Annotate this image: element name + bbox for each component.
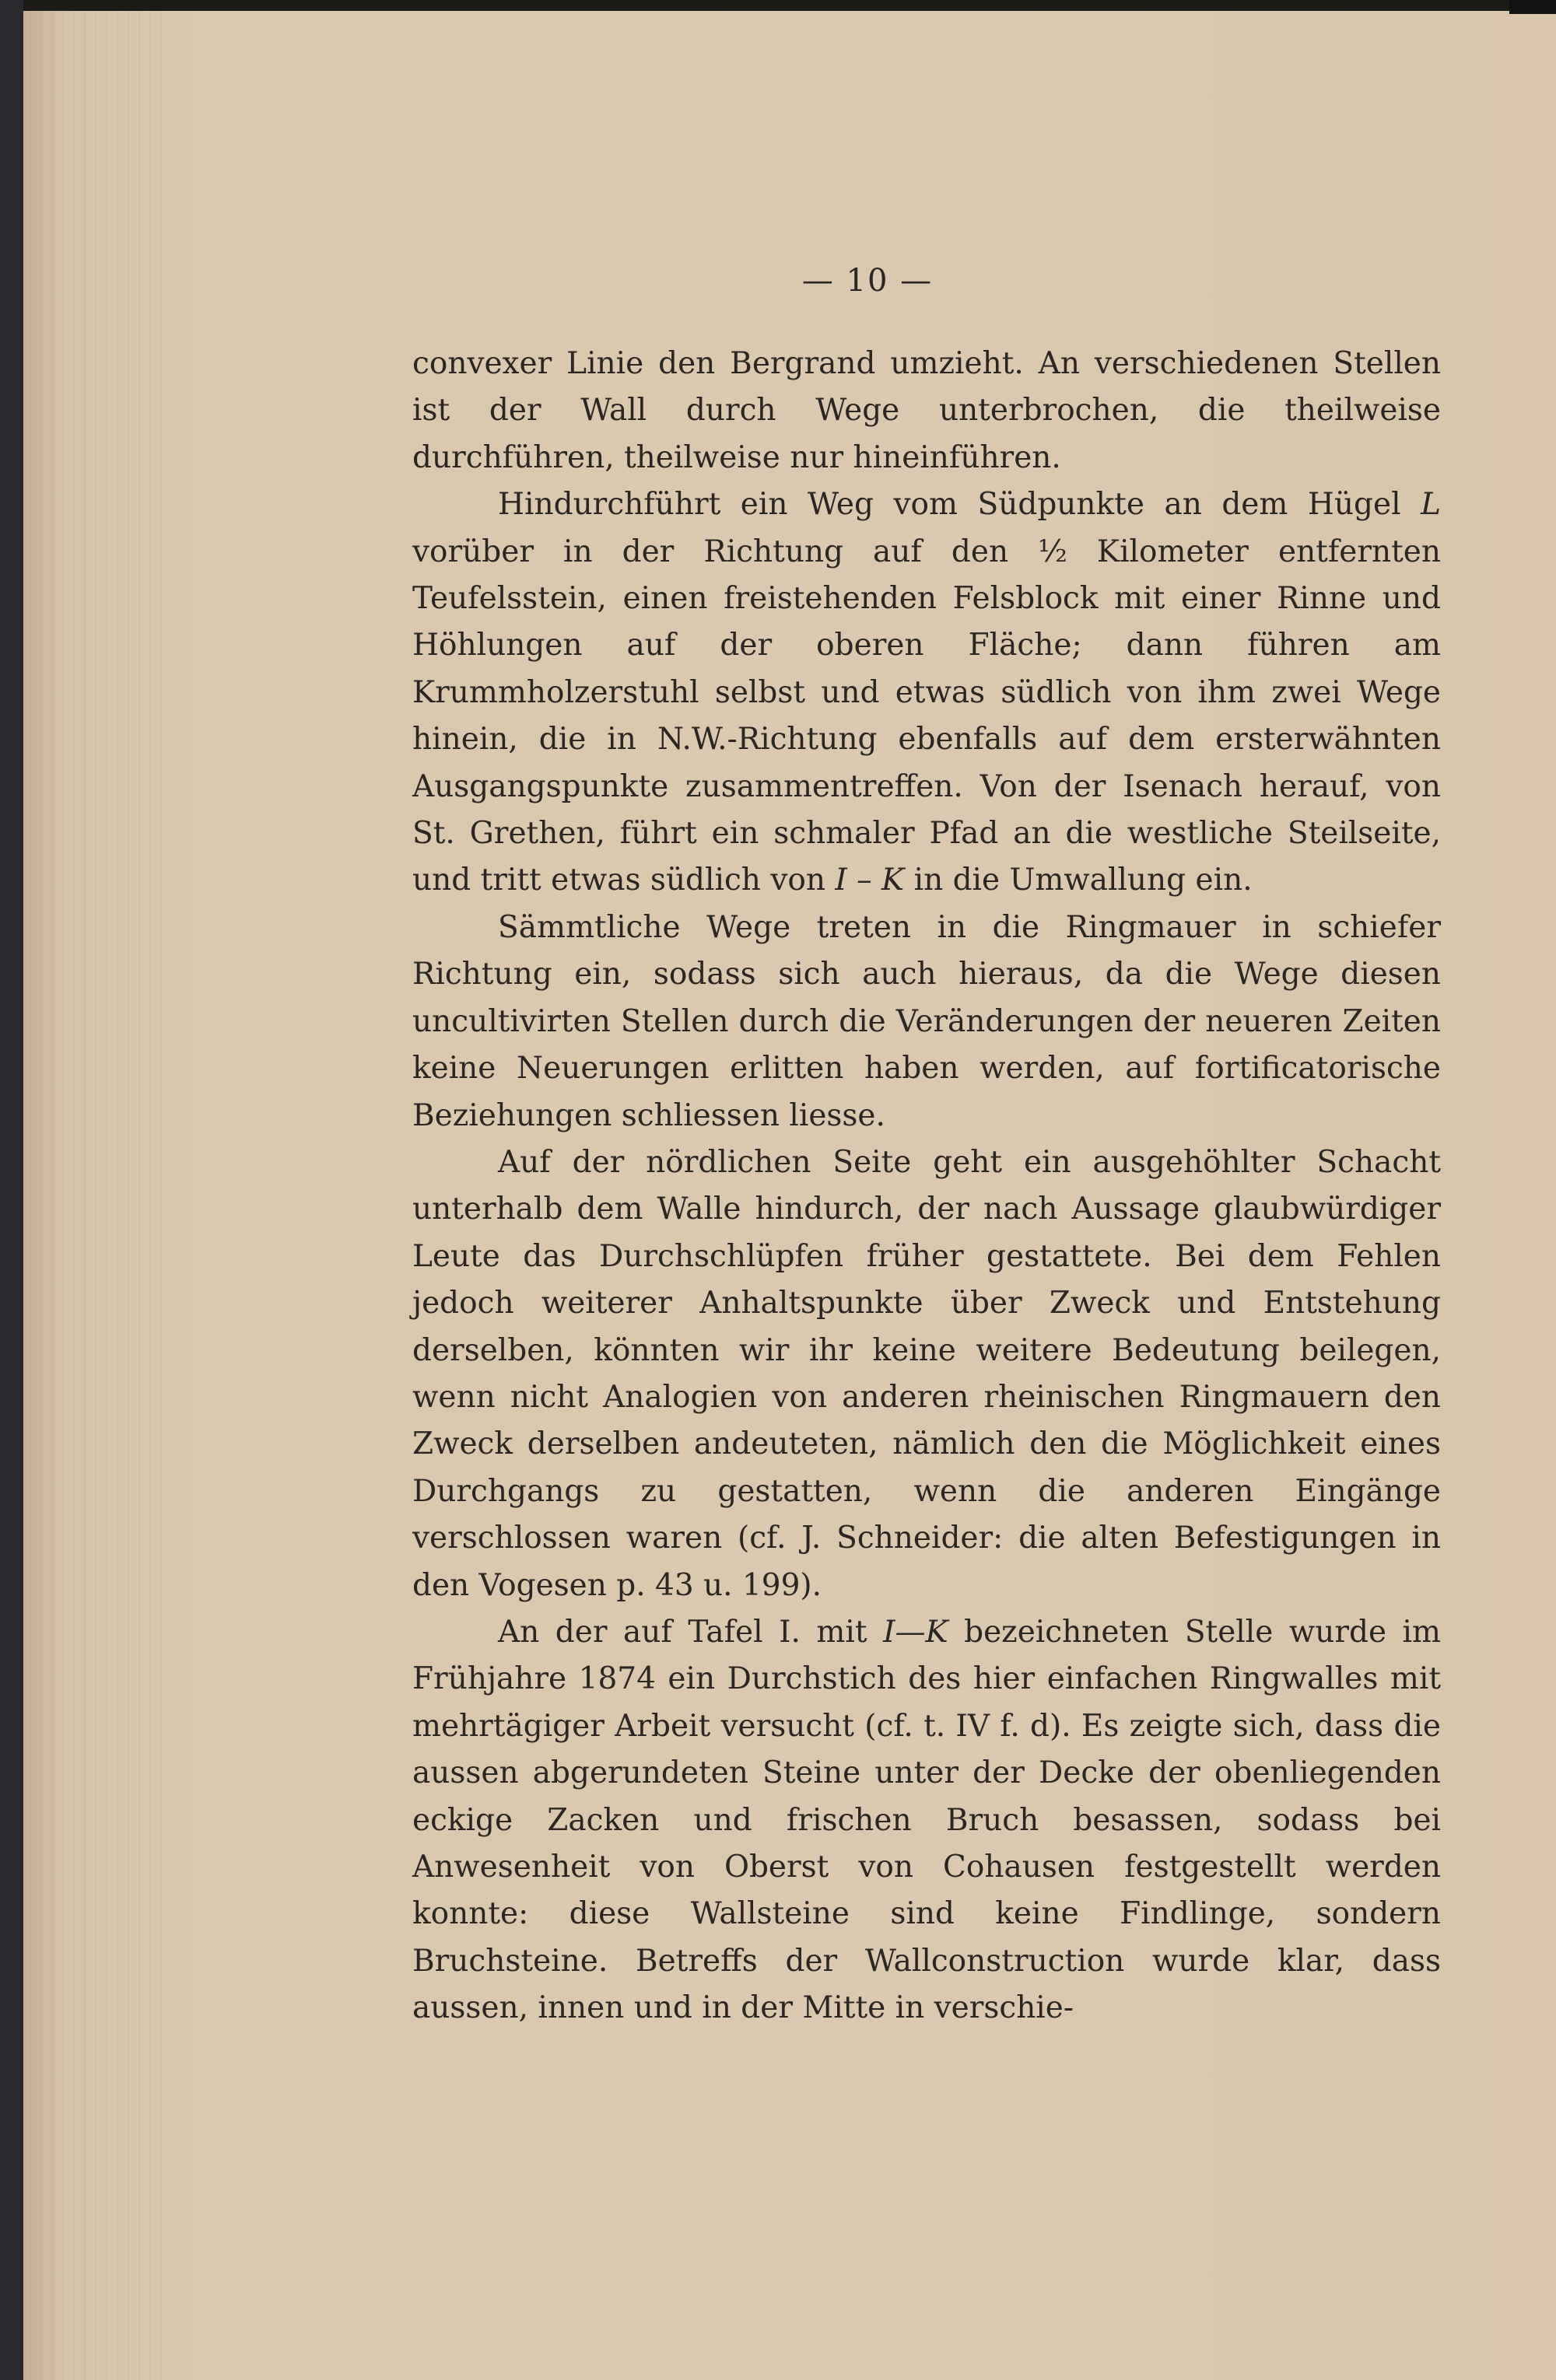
paragraph-4: Auf der nördlichen Seite geht ein ausgehöhlter Schacht unterhalb dem Walle hindurch, der nach Aussage glaubwürdiger Leute das Durchschlüpfen früher gestattete. Bei dem Fehlen jedoch weiterer Anhaltspunkte über Zweck und Entstehung derselben, könnten wir ihr keine weitere Bedeutung beilegen, wenn nicht Analogien von anderen rheinischen Ringmauern den Zweck derselben andeuteten, nämlich den die Möglichkeit eines Durchgangs zu gestatten, wenn die anderen Eingänge verschlossen waren (cf. J. Schneider: die alten Befestigungen in den Vogesen p. 43 u. 199). <box>412 1144 1441 1603</box>
book-spine <box>0 0 23 2380</box>
paragraph-3: Sämmtliche Wege treten in die Ringmauer in schiefer Richtung ein, sodass sich auch hieraus, da die Wege diesen uncultivirten Stellen durch die Veränderungen der neueren Zeiten keine Neuerungen erlitten haben werden, auf fortificatorische Beziehungen schliessen liesse. <box>412 909 1441 1133</box>
paragraph-2-part: in die Umwallung ein. <box>904 863 1253 898</box>
hill-label-l: L <box>1421 487 1441 523</box>
paragraph-5-part: An der auf Tafel I. mit <box>498 1614 884 1650</box>
paragraph-1: convexer Linie den Bergrand umzieht. An verschiedenen Stellen ist der Wall durch Wege unterbrochen, die theilweise durchführen, theilweise nur hineinführen. <box>412 346 1441 475</box>
page-edge-shading <box>19 11 166 2380</box>
paragraph-5 <box>412 1609 1441 2032</box>
page-number: — 10 — <box>801 263 934 299</box>
section-label-i-k: I—K <box>883 1614 948 1650</box>
section-label-i-k: I – K <box>835 863 905 898</box>
paragraph-2 <box>412 481 1441 905</box>
body-text <box>412 341 1441 2032</box>
scan-corner <box>1509 0 1556 14</box>
paragraph-5-part: bezeichneten Stelle wurde im Frühjahre 1874 ein Durchstich des hier einfachen Ringwalles mit mehrtägiger Arbeit versucht (cf. t. IV f. d). Es zeigte sich, dass die aussen abgerundeten Steine unter der Decke der obenliegenden eckige Zacken und frischen Bruch besassen, sodass bei Anwesenheit von Oberst von Cohausen festgestellt werden konnte: diese Wallsteine sind keine Findlinge, sondern Bruchsteine. Betreffs der Wallconstruction wurde klar, dass aussen, innen und in der Mitte in verschie- <box>412 1614 1442 2026</box>
paragraph-2-part: vorüber in der Richtung auf den ½ Kilometer entfernten Teufelsstein, einen freistehenden Felsblock mit einer Rinne und Höhlungen auf der oberen Fläche; dann führen am Krummholzerstuhl selbst und etwas südlich von ihm zwei Wege hinein, die in N.W.-Richtung ebenfalls auf dem ersterwähnten Ausgangspunkte zusammentreffen. Von der Isenach herauf, von St. Grethen, führt ein schmaler Pfad an die westliche Steilseite, und tritt etwas südlich von <box>412 534 1441 898</box>
paragraph-2-part: Hindurchführt ein Weg vom Südpunkte an dem Hügel <box>498 487 1421 523</box>
